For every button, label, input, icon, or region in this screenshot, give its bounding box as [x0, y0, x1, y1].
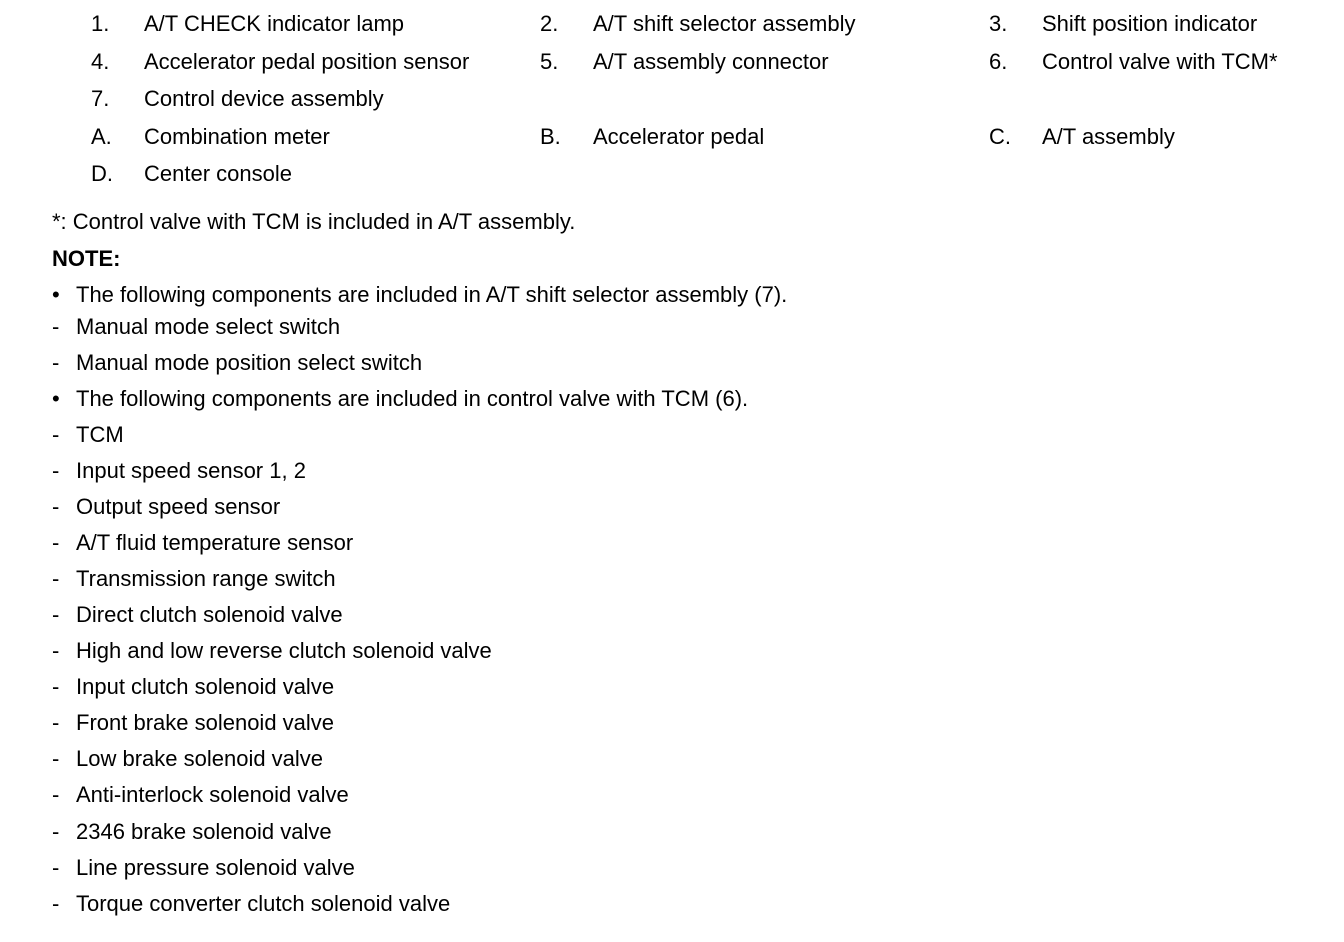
- dash-marker: -: [52, 458, 60, 483]
- legend-label: A/T assembly: [1042, 124, 1175, 149]
- legend-key: 1.: [91, 11, 110, 36]
- list-item-text: Front brake solenoid valve: [76, 710, 335, 735]
- list-item-text: A/T fluid temperature sensor: [76, 530, 354, 555]
- dash-marker: -: [52, 422, 60, 447]
- dash-marker: -: [52, 746, 60, 771]
- legend-key: A.: [91, 124, 112, 149]
- legend-label: Shift position indicator: [1042, 11, 1258, 36]
- legend-key: D.: [91, 161, 113, 186]
- legend-label: Accelerator pedal: [593, 124, 765, 149]
- legend-key: 3.: [989, 11, 1008, 36]
- list-item-text: Manual mode position select switch: [76, 350, 423, 375]
- legend-label: A/T assembly connector: [593, 49, 829, 74]
- dash-marker: -: [52, 314, 60, 339]
- bullet-marker: •: [52, 386, 60, 411]
- legend-label: Control device assembly: [144, 86, 384, 111]
- list-item-text: Input clutch solenoid valve: [76, 674, 335, 699]
- dash-marker: -: [52, 710, 60, 735]
- list-item-text: Torque converter clutch solenoid valve: [76, 891, 451, 916]
- legend-label: Center console: [144, 161, 292, 186]
- legend-label: Control valve with TCM*: [1042, 49, 1278, 74]
- list-item-text: Low brake solenoid valve: [76, 746, 324, 771]
- dash-marker: -: [52, 638, 60, 663]
- list-item-text: Manual mode select switch: [76, 314, 341, 339]
- legend-label: A/T shift selector assembly: [593, 11, 856, 36]
- list-item-text: Direct clutch solenoid valve: [76, 602, 343, 627]
- dash-marker: -: [52, 566, 60, 591]
- list-item-text: The following components are included in A/T shift selector assembly (7).: [76, 282, 788, 307]
- dash-marker: -: [52, 819, 60, 844]
- list-item-text: Output speed sensor: [76, 494, 281, 519]
- footnote: *: Control valve with TCM is included in A/T assembly.: [52, 209, 576, 234]
- bullet-marker: •: [52, 282, 60, 307]
- dash-marker: -: [52, 782, 60, 807]
- dash-marker: -: [52, 530, 60, 555]
- legend-key: 5.: [540, 49, 559, 74]
- list-item-text: High and low reverse clutch solenoid valve: [76, 638, 492, 663]
- dash-marker: -: [52, 855, 60, 880]
- dash-marker: -: [52, 891, 60, 916]
- dash-marker: -: [52, 494, 60, 519]
- list-item-text: Input speed sensor 1, 2: [76, 458, 306, 483]
- dash-marker: -: [52, 350, 60, 375]
- list-item-text: TCM: [76, 422, 124, 447]
- legend-key: 2.: [540, 11, 559, 36]
- list-item-text: Anti-interlock solenoid valve: [76, 782, 349, 807]
- list-item-text: Transmission range switch: [76, 566, 336, 591]
- dash-marker: -: [52, 602, 60, 627]
- legend-key: C.: [989, 124, 1011, 149]
- list-item-text: Line pressure solenoid valve: [76, 855, 355, 880]
- list-item-text: 2346 brake solenoid valve: [76, 819, 332, 844]
- legend-key: 7.: [91, 86, 110, 111]
- list-item-text: The following components are included in control valve with TCM (6).: [76, 386, 749, 411]
- legend-key: 4.: [91, 49, 110, 74]
- legend-key: B.: [540, 124, 561, 149]
- legend-label: Combination meter: [144, 124, 330, 149]
- legend-label: A/T CHECK indicator lamp: [144, 11, 405, 36]
- legend-key: 6.: [989, 49, 1008, 74]
- dash-marker: -: [52, 674, 60, 699]
- legend-label: Accelerator pedal position sensor: [144, 49, 470, 74]
- note-heading: NOTE:: [52, 246, 121, 271]
